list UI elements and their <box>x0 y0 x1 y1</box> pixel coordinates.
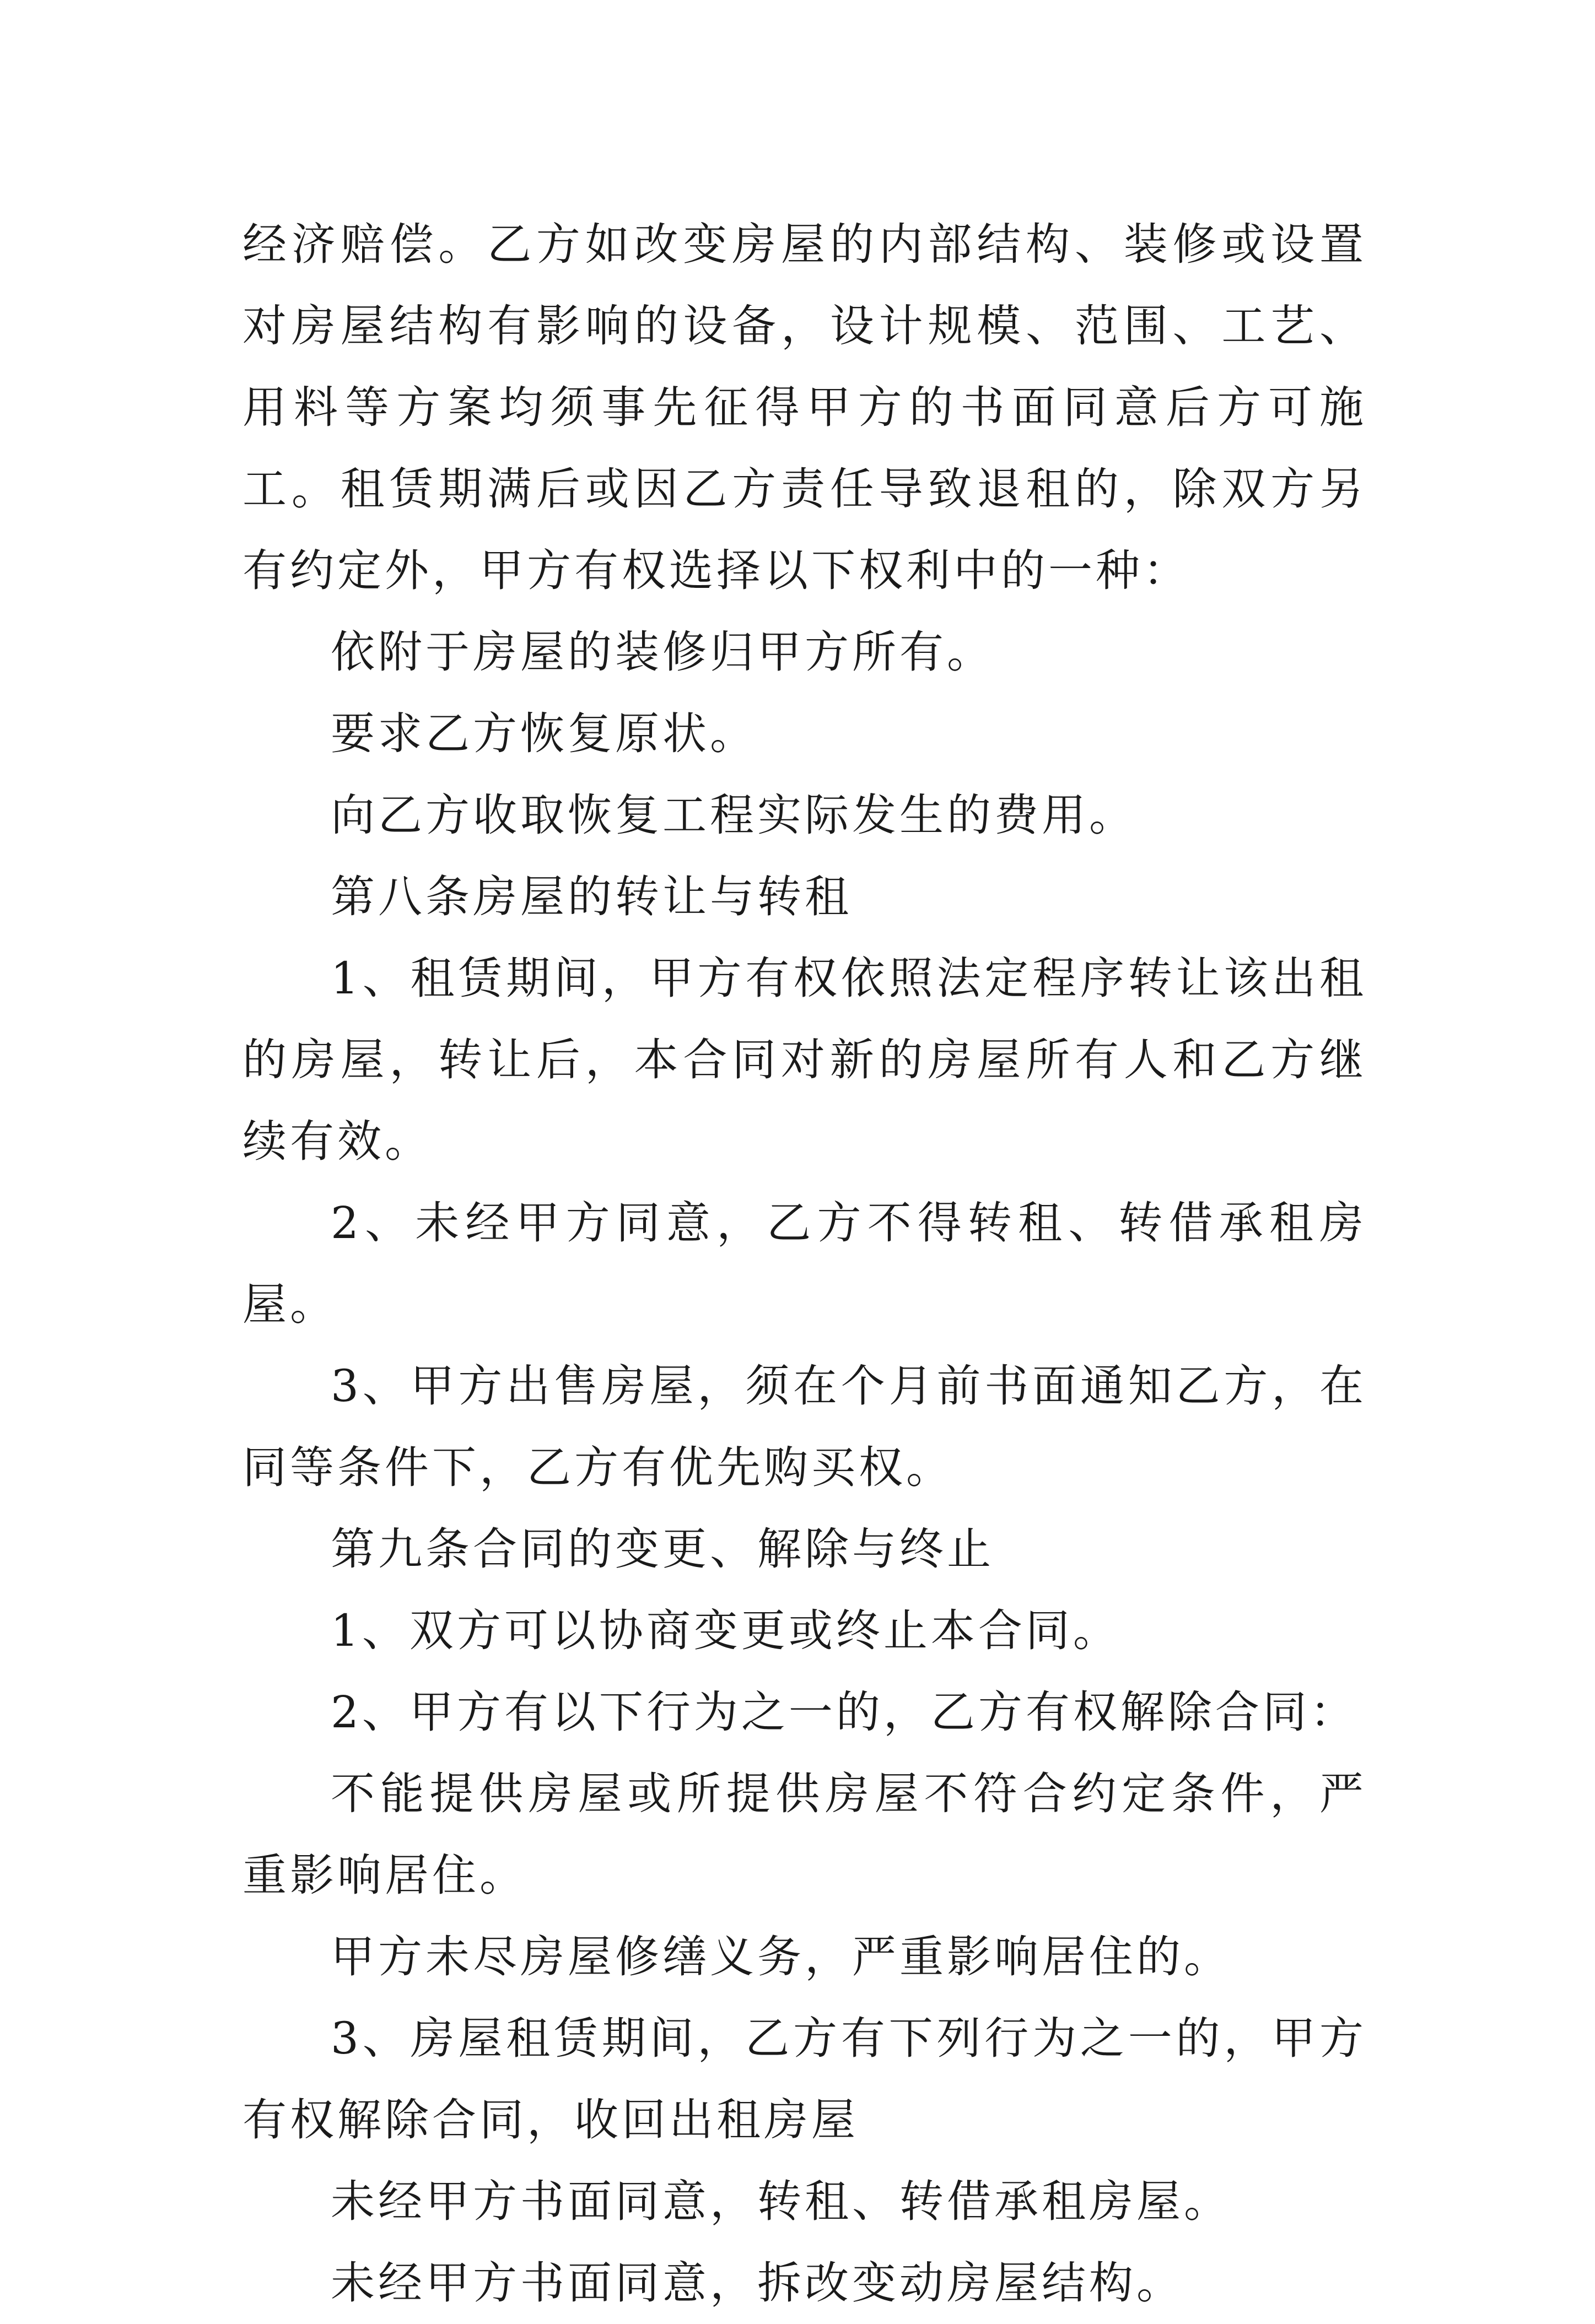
paragraph-article-9-item-3a: 未经甲方书面同意，转租、转借承租房屋。 <box>331 2176 1231 2227</box>
paragraph-article-9-item-2a: 不能提供房屋或所提供房屋不符合约定条件，严重影响居住。 <box>243 1768 1367 1901</box>
section-heading-article-9: 第九条合同的变更、解除与终止 <box>331 1523 994 1575</box>
paragraph-compensation-clause: 经济赔偿。乙方如改变房屋的内部结构、装修或设置对房屋结构有影响的设备，设计规模、范围、工艺、用料等方案均须事先征得甲方的书面同意后方可施工。租赁期满后或因乙方责任导致退租的，除双方另有约定外，甲方有权选择以下权利中的一种： <box>243 219 1367 596</box>
paragraph-article-9-item-3b: 未经甲方书面同意，拆改变动房屋结构。 <box>331 2257 1184 2309</box>
paragraph-option-charge-cost: 向乙方收取恢复工程实际发生的费用。 <box>331 790 1136 841</box>
paragraph-article-8-item-1: 1、租赁期间，甲方有权依照法定程序转让该出租的房屋，转让后，本合同对新的房屋所有人和乙方继续有效。 <box>243 953 1367 1167</box>
paragraph-article-8-item-3: 3、甲方出售房屋，须在个月前书面通知乙方，在同等条件下，乙方有优先购买权。 <box>243 1360 1367 1493</box>
paragraph-article-9-item-1: 1、双方可以协商变更或终止本合同。 <box>331 1605 1120 1656</box>
paragraph-article-8-item-2: 2、未经甲方同意，乙方不得转租、转借承租房屋。 <box>243 1197 1367 1330</box>
document-body <box>243 204 1367 2324</box>
paragraph-option-decoration-owner: 依附于房屋的装修归甲方所有。 <box>331 626 994 678</box>
paragraph-article-9-item-2b: 甲方未尽房屋修缮义务，严重影响居住的。 <box>331 1931 1231 1982</box>
section-heading-article-8: 第八条房屋的转让与转租 <box>331 871 852 922</box>
paragraph-article-9-item-3: 3、房屋租赁期间，乙方有下列行为之一的，甲方有权解除合同，收回出租房屋 <box>243 2013 1367 2145</box>
paragraph-article-9-item-2: 2、甲方有以下行为之一的，乙方有权解除合同： <box>331 1687 1357 1738</box>
paragraph-option-restore: 要求乙方恢复原状。 <box>331 708 757 759</box>
